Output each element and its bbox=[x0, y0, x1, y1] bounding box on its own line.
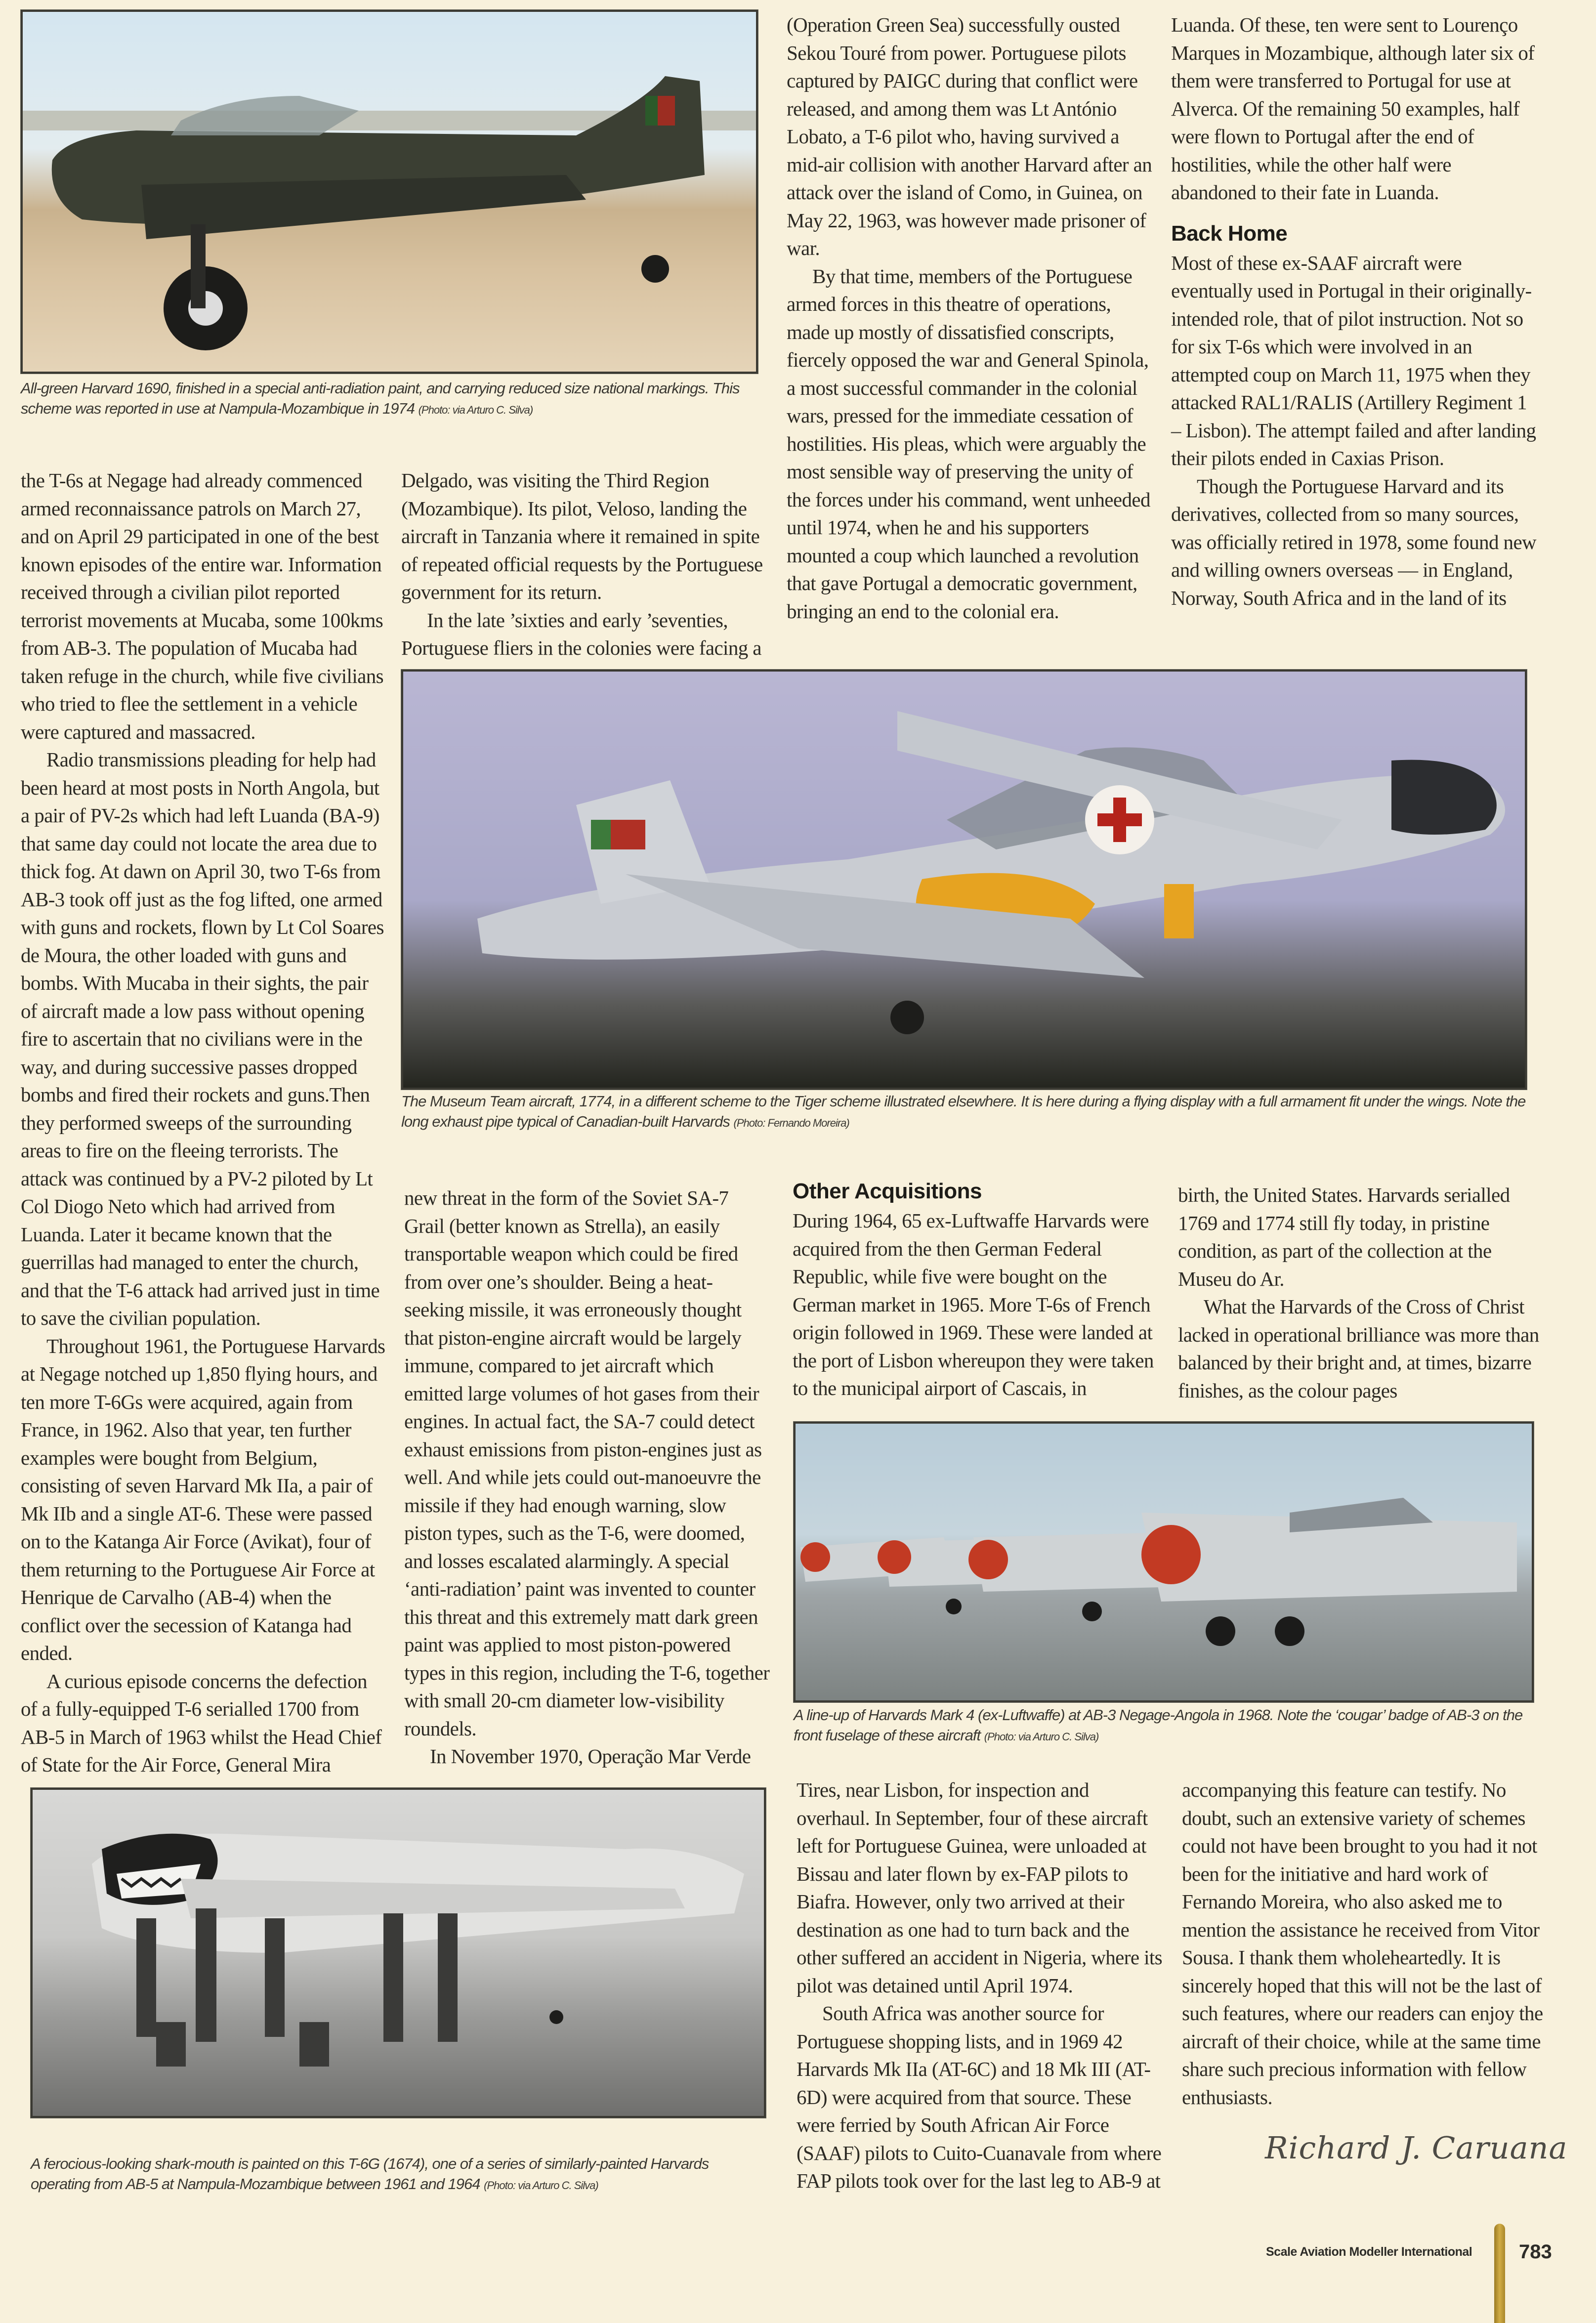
author-signature: Richard J. Caruana bbox=[1265, 2130, 1568, 2166]
section-heading-back-home: Back Home bbox=[1171, 221, 1288, 246]
photo-harvard-lineup-negage bbox=[794, 1422, 1534, 1702]
article-column-tires: Tires, near Lisbon, for inspection and overhaul. In September, four of these aircraft left for Portuguese Guinea, were unloaded at Bissau and later flown by ex-FAP pilots to Biafra. However, only two arrived at their destination as one had to turn back and the other suffered an accident in Nigeria, where its pilot was detained until April 1974. South Africa was another source for Portuguese shopping lists, and in 1969 42 Harvards Mk IIa (AT-6C) and 18 Mk III (AT-6D) were acquired from that source. These were ferried by South African Air Force (SAAF) pilots to Cuito-Cuanavale from where FAP pilots took over for the last leg to AB-9 at bbox=[797, 1778, 1163, 2192]
article-column-mid-lower: new threat in the form of the Soviet SA-7 Grail (better known as Strella), an easily transportable weapon which could be fired from over one’s shoulder. Being a heat-seeking missile, it was erroneously thought that piston-engine aircraft would be largely immune, compared to jet aircraft which emitted large volumes of hot gases from their engines. In actual fact, the SA-7 could detect exhaust emissions from piston-engines just as well. And while jets could out-manoeuvre the missile if they had enough warning, slow piston types, such as the T-6, were doomed, and losses escalated alarmingly. A special ‘anti-radiation’ paint was invented to counter this threat and this extremely matt dark green paint was applied to most piston-powered types in this region, including the T-6, together with small 20-cm diameter low-visibility roundels. In November 1970, Operação Mar Verde bbox=[404, 1186, 770, 1768]
photo-caption: The Museum Team aircraft, 1774, in a different scheme to the Tiger scheme illustrated elsewhere. It is here during a flying display with a full armament fit under the wings. Note the long exhaust pipe typical of Canadian-built Harvards (Photo: Fernando Moreira) bbox=[401, 1093, 1526, 1130]
photo-caption: All-green Harvard 1690, finished in a special anti-radiation paint, and carrying reduced size national markings. This scheme was reported in use at Nampula-Mozambique in 1974 (Photo: via Arturo C. Silva) bbox=[21, 380, 740, 417]
article-column-top-mid: (Operation Green Sea) successfully ousted Sekou Touré from power. Portuguese pilots captured by PAIGC during that conflict were released, and among them was Lt António Lobato, a T-6 pilot who, having survived a mid-air collision with another Harvard after an attack over the island of Como, in Guinea, on May 22, 1963, was however made prisoner of war. By that time, members of the Portuguese armed forces in this theatre of operations, made up mostly of dissatisfied conscripts, fiercely opposed the war and General Spinola, a most successful commander in the colonial wars, pressed for the immediate cessation of hostilities. His pleas, which were arguably the most sensible way of preserving the unity of the forces under his command, went unheeded until 1974, when he and his supporters mounted a coup which launched a revolution that gave Portugal a democratic government, bringing an end to the colonial era. bbox=[787, 13, 1152, 623]
section-heading-other-acquisitions: Other Acquisitions bbox=[793, 1179, 982, 1203]
harvard-lineup-illustration bbox=[796, 1424, 1532, 1700]
article-column-left: the T-6s at Negage had already commenced armed reconnaissance patrols on March 27, and on April 29 participated in one of the best known episodes of the entire war. Information received through a civilian pilot reported terrorist movements at Mucaba, some 100kms from AB-3. The population of Mucaba had taken refuge in the church, while five civilians who tried to flee the settlement in a vehicle were captured and massacred. Radio transmissions pleading for help had been heard at most posts in North Angola, but a pair of PV-2s which had left Luanda (BA-9) that same day could not locate the area due to thick fog. At dawn on April 30, two T-6s from AB-3 took off just as the fog lifted, one armed with guns and rockets, flown by Lt Col Soares de Moura, the other loaded with guns and bombs. With Mucaba in their sights, the pair of aircraft made a low pass without opening fire to ascertain that no civilians were in the way, and during successive passes dropped bombs and fired their rockets and guns.Then they performed sweeps of the surrounding areas to fire on the fleeing terrorists. The attack was continued by a PV-2 piloted by Lt Col Diogo Neto which had arrived from Luanda. Later it became known that the guerrillas had managed to enter the church, and that the T-6 attack had arrived just in time to save the civilian population. Throughout 1961, the Portuguese Harvards at Negage notched up 1,850 flying hours, and ten more T-6Gs were acquired, again from France, in 1962. Also that year, ten further examples were bought from Belgium, consisting of seven Harvard Mk IIa, a pair of Mk IIb and a single AT-6. These were passed on to the Katanga Air Force (Avikat), four of them returning to the Portuguese Air Force at Henrique de Carvalho (AB-4) when the conflict over the secession of Katanga had ended. A curious episode concerns the defection of a fully-equipped T-6 serialled 1700 from AB-5 in March of 1963 whilst the Head Chief of State for the Air Force, General Mira bbox=[21, 469, 385, 1776]
article-column-other-acquisitions: Other Acquisitions During 1964, 65 ex-Luftwaffe Harvards were acquired from the then German Federal Republic, while five were bought on the German market in 1965. More T-6s of French origin followed in 1969. These were landed at the port of Lisbon whereupon they were taken to the municipal airport of Cascais, in bbox=[793, 1176, 1158, 1402]
photo-sharkmouth-t6g-1674 bbox=[31, 1788, 766, 2118]
gold-rule bbox=[1494, 2224, 1505, 2323]
article-column-birth: birth, the United States. Harvards serialled 1769 and 1774 still fly today, in pristine condition, as part of the collection at the Museu do Ar. What the Harvards of the Cross of Christ lacked in operational brilliance was more than balanced by their bright and, at times, bizarre finishes, as the colour pages bbox=[1178, 1183, 1539, 1402]
sharkmouth-harvard-illustration bbox=[33, 1790, 764, 2116]
harvard-in-flight-illustration bbox=[403, 672, 1525, 1088]
publication-title: Scale Aviation Modeller International bbox=[1266, 2245, 1472, 2259]
photo-museum-harvard-1774 bbox=[401, 670, 1527, 1090]
harvard-aircraft-illustration bbox=[23, 12, 756, 372]
article-column-mid-upper: Delgado, was visiting the Third Region (Mozambique). Its pilot, Veloso, landing the aircraft in Tanzania where it remained in spite of repeated official requests by the Portuguese government for its return. In the late ’sixties and early ’seventies, Portuguese fliers in the colonies were facing a bbox=[401, 469, 763, 659]
photo-caption: A line-up of Harvards Mark 4 (ex-Luftwaffe) at AB-3 Negage-Angola in 1968. Note the ‘cougar’ badge of AB-3 on the front fuselage of these aircraft (Photo: via Arturo C. Silva) bbox=[794, 1706, 1523, 1744]
page-number: 783 bbox=[1519, 2241, 1552, 2263]
photo-caption: A ferocious-looking shark-mouth is painted on this T-6G (1674), one of a series of similarly-painted Harvards operating from AB-5 at Nampula-Mozambique between 1961 and 1964 (Photo: via Arturo C. Silva) bbox=[31, 2155, 709, 2193]
photo-green-harvard-1690 bbox=[21, 10, 758, 374]
article-column-closing: accompanying this feature can testify. No doubt, such an extensive variety of schemes could not have been brought to you had it not been for the initiative and hard work of Fernando Moreira, who also asked me to mention the assistance he received from Vitor Sousa. I thank them wholeheartedly. It is sincerely hoped that this will not be the last of such features, where our readers can enjoy the aircraft of their choice, while at the same time share such precious information with fellow enthusiasts. bbox=[1182, 1778, 1543, 2109]
article-column-top-right: Luanda. Of these, ten were sent to Lourenço Marques in Mozambique, although later six of them were transferred to Portugal for use at Alverca. Of the remaining 50 examples, half were flown to Portugal after the end of hostilities, while the other half were abandoned to their fate in Luanda. Back Home Most of these ex-SAAF aircraft were eventually used in Portugal in their originally-intended role, that of pilot instruction. Not so for six T-6s which were involved in an attempted coup on March 11, 1975 when they attacked RAL1/RALIS (Artillery Regiment 1 – Lisbon). The attempt failed and after landing their pilots ended in Caxias Prison. Though the Portuguese Harvard and its derivatives, collected from so many sources, was officially retired in 1978, some found new and willing owners overseas — in England, Norway, South Africa and in the land of its bbox=[1171, 13, 1537, 609]
